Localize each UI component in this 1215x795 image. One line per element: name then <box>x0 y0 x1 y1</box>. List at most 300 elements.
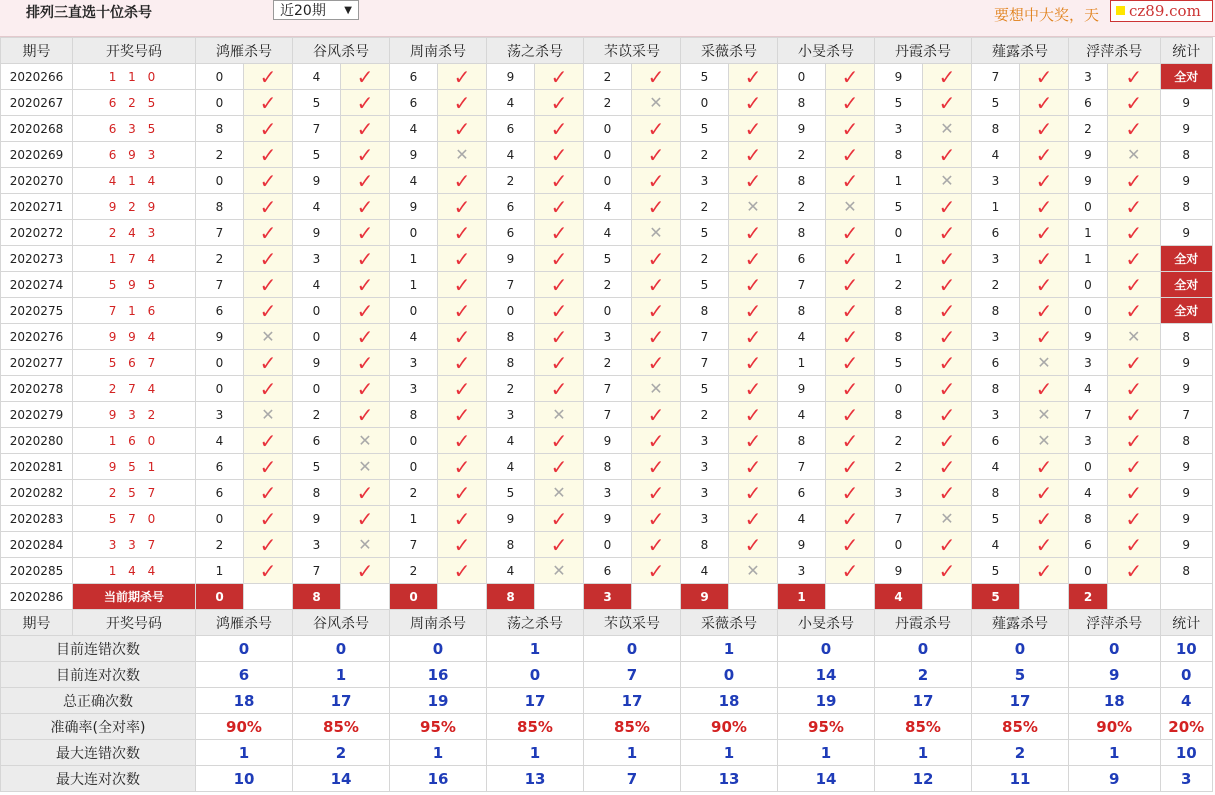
draw-number-cell: 6 9 3 <box>73 142 196 168</box>
kill-number-cell: 4 <box>196 428 244 454</box>
check-icon <box>923 194 972 220</box>
kill-number-cell: 9 <box>778 376 826 402</box>
cross-icon <box>1020 428 1069 454</box>
stat-cell: 8 <box>1160 428 1213 454</box>
summary-label: 目前连错次数 <box>1 636 196 662</box>
current-kill-spacer <box>826 584 875 610</box>
kill-number-cell: 3 <box>487 402 535 428</box>
kill-number-cell: 5 <box>681 64 729 90</box>
kill-number-cell: 5 <box>681 116 729 142</box>
kill-number-cell: 8 <box>487 532 535 558</box>
check-icon <box>244 376 293 402</box>
kill-number-cell: 5 <box>584 246 632 272</box>
kill-number-cell: 8 <box>196 116 244 142</box>
check-icon <box>535 298 584 324</box>
period-cell: 2020277 <box>1 350 73 376</box>
summary-label: 最大连错次数 <box>1 740 196 766</box>
kill-number-cell: 5 <box>681 376 729 402</box>
check-icon <box>632 532 681 558</box>
check-icon <box>826 246 875 272</box>
check-icon <box>923 532 972 558</box>
check-icon <box>535 350 584 376</box>
check-icon <box>826 350 875 376</box>
period-cell: 2020283 <box>1 506 73 532</box>
summary-value: 19 <box>390 688 487 714</box>
kill-number-cell: 3 <box>1069 428 1108 454</box>
kill-number-cell: 8 <box>972 298 1020 324</box>
check-icon <box>1020 246 1069 272</box>
kill-number-cell: 8 <box>487 350 535 376</box>
mid-col-stat: 统计 <box>1160 610 1213 636</box>
kill-number-cell: 4 <box>778 506 826 532</box>
check-icon <box>438 532 487 558</box>
summary-value: 85% <box>875 714 972 740</box>
stat-cell: 8 <box>1160 194 1213 220</box>
current-stat-cell <box>1160 584 1213 610</box>
check-icon <box>341 220 390 246</box>
check-icon <box>438 116 487 142</box>
kill-number-cell: 0 <box>1069 454 1108 480</box>
kill-number-cell: 6 <box>584 558 632 584</box>
cross-icon <box>729 558 778 584</box>
period-cell: 2020279 <box>1 402 73 428</box>
summary-label: 最大连对次数 <box>1 766 196 792</box>
kill-number-cell: 4 <box>584 220 632 246</box>
check-icon <box>826 324 875 350</box>
kill-number-cell: 8 <box>681 298 729 324</box>
draw-number-cell: 4 1 4 <box>73 168 196 194</box>
summary-value: 95% <box>778 714 875 740</box>
summary-value: 0 <box>584 636 681 662</box>
period-cell: 2020267 <box>1 90 73 116</box>
kill-number-cell: 2 <box>681 402 729 428</box>
site-name: cz89.com <box>1129 2 1201 20</box>
check-icon <box>729 142 778 168</box>
site-link[interactable] <box>1110 0 1213 22</box>
kill-number-cell: 0 <box>196 376 244 402</box>
check-icon <box>244 558 293 584</box>
kill-number-cell: 3 <box>390 376 438 402</box>
kill-number-cell: 0 <box>1069 558 1108 584</box>
kill-number-cell: 8 <box>196 194 244 220</box>
kill-number-cell: 4 <box>390 324 438 350</box>
summary-value: 6 <box>196 662 293 688</box>
kill-number-cell: 8 <box>778 220 826 246</box>
kill-number-cell: 0 <box>196 64 244 90</box>
summary-value: 18 <box>681 688 778 714</box>
table-header-row <box>1 38 1213 64</box>
table-row <box>1 168 1213 194</box>
kill-number-cell: 9 <box>1069 168 1108 194</box>
period-cell: 2020276 <box>1 324 73 350</box>
summary-value: 1 <box>681 636 778 662</box>
table-row <box>1 298 1213 324</box>
kill-number-cell: 8 <box>390 402 438 428</box>
table-row <box>1 376 1213 402</box>
stat-cell: 8 <box>1160 142 1213 168</box>
table-row <box>1 90 1213 116</box>
period-cell: 2020270 <box>1 168 73 194</box>
current-kill-spacer <box>438 584 487 610</box>
mid-col-expert: 浮萍杀号 <box>1069 610 1161 636</box>
table-row <box>1 402 1213 428</box>
kill-number-cell: 9 <box>293 350 341 376</box>
chevron-down-icon: ▼ <box>344 5 352 16</box>
kill-number-cell: 6 <box>487 116 535 142</box>
kill-number-cell: 9 <box>778 116 826 142</box>
check-icon <box>341 324 390 350</box>
cross-icon <box>535 558 584 584</box>
kill-number-cell: 4 <box>1069 376 1108 402</box>
check-icon <box>826 272 875 298</box>
current-kill-spacer <box>729 584 778 610</box>
check-icon <box>535 428 584 454</box>
check-icon <box>1108 64 1161 90</box>
check-icon <box>1020 64 1069 90</box>
kill-number-cell: 7 <box>584 402 632 428</box>
kill-number-cell: 0 <box>196 506 244 532</box>
col-expert: 浮萍杀号 <box>1069 38 1161 64</box>
kill-number-cell: 3 <box>681 168 729 194</box>
table-row <box>1 558 1213 584</box>
summary-value: 0 <box>1069 636 1161 662</box>
check-icon <box>438 246 487 272</box>
summary-value: 12 <box>875 766 972 792</box>
check-icon <box>923 428 972 454</box>
kill-number-cell: 3 <box>778 558 826 584</box>
stat-cell: 9 <box>1160 116 1213 142</box>
check-icon <box>244 116 293 142</box>
kill-number-cell: 7 <box>390 532 438 558</box>
kill-number-cell: 3 <box>972 168 1020 194</box>
cross-icon <box>632 220 681 246</box>
kill-number-cell: 2 <box>875 454 923 480</box>
current-kill-label: 当前期杀号 <box>73 584 196 610</box>
kill-number-cell: 0 <box>390 220 438 246</box>
kill-number-cell: 9 <box>487 64 535 90</box>
mid-col-expert: 芣苡采号 <box>584 610 681 636</box>
period-cell: 2020268 <box>1 116 73 142</box>
check-icon <box>244 454 293 480</box>
draw-number-cell: 5 9 5 <box>73 272 196 298</box>
period-cell: 2020281 <box>1 454 73 480</box>
check-icon <box>729 324 778 350</box>
mid-col-expert: 采薇杀号 <box>681 610 778 636</box>
check-icon <box>923 324 972 350</box>
check-icon <box>1108 194 1161 220</box>
kill-number-cell: 0 <box>584 142 632 168</box>
check-icon <box>535 454 584 480</box>
kill-number-cell: 0 <box>196 90 244 116</box>
check-icon <box>535 194 584 220</box>
stat-cell: 9 <box>1160 480 1213 506</box>
kill-number-cell: 0 <box>390 454 438 480</box>
kill-number-cell: 1 <box>390 506 438 532</box>
summary-value: 16 <box>390 766 487 792</box>
stat-cell: 9 <box>1160 532 1213 558</box>
check-icon <box>826 532 875 558</box>
check-icon <box>438 324 487 350</box>
cross-icon <box>1020 402 1069 428</box>
kill-number-cell: 3 <box>1069 350 1108 376</box>
check-icon <box>826 506 875 532</box>
check-icon <box>826 402 875 428</box>
current-kill-number: 8 <box>487 584 535 610</box>
kill-number-cell: 0 <box>584 116 632 142</box>
kill-number-cell: 5 <box>681 272 729 298</box>
col-draw: 开奖号码 <box>73 38 196 64</box>
check-icon <box>923 402 972 428</box>
kill-number-cell: 3 <box>972 246 1020 272</box>
check-icon <box>535 90 584 116</box>
summary-value: 2 <box>972 740 1069 766</box>
current-kill-number: 0 <box>196 584 244 610</box>
kill-number-cell: 5 <box>972 506 1020 532</box>
check-icon <box>632 142 681 168</box>
kill-number-cell: 4 <box>487 428 535 454</box>
kill-number-cell: 8 <box>778 168 826 194</box>
draw-number-cell: 3 3 7 <box>73 532 196 558</box>
cross-icon <box>729 194 778 220</box>
summary-row <box>1 714 1213 740</box>
summary-stat-value: 10 <box>1160 740 1213 766</box>
kill-number-cell: 2 <box>875 428 923 454</box>
period-select[interactable] <box>273 0 359 20</box>
kill-number-cell: 0 <box>875 220 923 246</box>
kill-number-cell: 8 <box>681 532 729 558</box>
kill-number-cell: 2 <box>584 350 632 376</box>
current-kill-number: 4 <box>875 584 923 610</box>
kill-number-cell: 1 <box>778 350 826 376</box>
kill-number-cell: 5 <box>293 90 341 116</box>
check-icon <box>438 428 487 454</box>
period-cell: 2020271 <box>1 194 73 220</box>
check-icon <box>1020 480 1069 506</box>
table-row <box>1 532 1213 558</box>
summary-value: 14 <box>778 766 875 792</box>
kill-number-cell: 3 <box>390 350 438 376</box>
check-icon <box>535 220 584 246</box>
kill-number-cell: 6 <box>778 246 826 272</box>
summary-value: 90% <box>681 714 778 740</box>
kill-number-cell: 5 <box>875 350 923 376</box>
summary-value: 1 <box>875 740 972 766</box>
mid-col-expert: 周南杀号 <box>390 610 487 636</box>
summary-value: 1 <box>487 636 584 662</box>
period-select-value: 近20期 <box>280 3 326 19</box>
check-icon <box>632 168 681 194</box>
check-icon <box>1108 454 1161 480</box>
kill-number-cell: 2 <box>196 532 244 558</box>
stat-cell: 9 <box>1160 168 1213 194</box>
kill-number-cell: 4 <box>972 142 1020 168</box>
summary-value: 9 <box>1069 766 1161 792</box>
kill-number-cell: 7 <box>681 350 729 376</box>
summary-stat-value: 3 <box>1160 766 1213 792</box>
kill-number-cell: 6 <box>778 480 826 506</box>
check-icon <box>535 532 584 558</box>
check-icon <box>729 532 778 558</box>
check-icon <box>826 298 875 324</box>
stat-cell: 全对 <box>1160 64 1213 90</box>
check-icon <box>632 402 681 428</box>
kill-number-cell: 3 <box>875 480 923 506</box>
kill-number-cell: 7 <box>972 64 1020 90</box>
period-cell: 2020284 <box>1 532 73 558</box>
table-row <box>1 220 1213 246</box>
check-icon <box>729 506 778 532</box>
kill-number-cell: 9 <box>293 220 341 246</box>
kill-number-cell: 6 <box>390 64 438 90</box>
check-icon <box>923 142 972 168</box>
kill-number-cell: 1 <box>972 194 1020 220</box>
check-icon <box>632 480 681 506</box>
check-icon <box>923 454 972 480</box>
check-icon <box>632 246 681 272</box>
kill-number-cell: 4 <box>487 142 535 168</box>
check-icon <box>244 220 293 246</box>
kill-number-cell: 4 <box>1069 480 1108 506</box>
kill-number-cell: 7 <box>196 220 244 246</box>
draw-number-cell: 6 3 5 <box>73 116 196 142</box>
summary-rows <box>1 610 1213 792</box>
check-icon <box>1108 246 1161 272</box>
kill-number-cell: 5 <box>293 454 341 480</box>
current-kill-spacer <box>1020 584 1069 610</box>
col-period: 期号 <box>1 38 73 64</box>
check-icon <box>535 506 584 532</box>
current-kill-number: 2 <box>1069 584 1108 610</box>
cross-icon <box>923 168 972 194</box>
summary-value: 14 <box>778 662 875 688</box>
cross-icon <box>632 90 681 116</box>
kill-number-cell: 4 <box>972 532 1020 558</box>
summary-value: 0 <box>487 662 584 688</box>
cross-icon <box>1108 324 1161 350</box>
check-icon <box>535 376 584 402</box>
table-row <box>1 194 1213 220</box>
period-cell: 2020266 <box>1 64 73 90</box>
kill-number-cell: 2 <box>293 402 341 428</box>
kill-number-cell: 3 <box>681 480 729 506</box>
check-icon <box>729 116 778 142</box>
kill-number-cell: 4 <box>487 454 535 480</box>
check-icon <box>438 558 487 584</box>
check-icon <box>1020 220 1069 246</box>
kill-number-cell: 6 <box>487 220 535 246</box>
kill-number-cell: 0 <box>584 168 632 194</box>
kill-number-cell: 9 <box>293 506 341 532</box>
check-icon <box>244 194 293 220</box>
kill-number-cell: 0 <box>875 376 923 402</box>
draw-number-cell: 2 4 3 <box>73 220 196 246</box>
current-period-cell: 2020286 <box>1 584 73 610</box>
period-cell: 2020273 <box>1 246 73 272</box>
draw-number-cell: 2 5 7 <box>73 480 196 506</box>
stat-cell: 8 <box>1160 558 1213 584</box>
kill-number-cell: 6 <box>390 90 438 116</box>
check-icon <box>729 246 778 272</box>
kill-number-cell: 7 <box>487 272 535 298</box>
summary-row <box>1 688 1213 714</box>
summary-value: 1 <box>390 740 487 766</box>
check-icon <box>341 116 390 142</box>
summary-value: 17 <box>293 688 390 714</box>
cross-icon <box>341 454 390 480</box>
check-icon <box>341 168 390 194</box>
check-icon <box>341 272 390 298</box>
check-icon <box>244 90 293 116</box>
kill-number-cell: 2 <box>584 272 632 298</box>
check-icon <box>923 376 972 402</box>
check-icon <box>632 454 681 480</box>
summary-value: 1 <box>778 740 875 766</box>
check-icon <box>244 480 293 506</box>
stat-cell: 9 <box>1160 90 1213 116</box>
check-icon <box>1020 558 1069 584</box>
summary-row <box>1 740 1213 766</box>
col-expert: 谷风杀号 <box>293 38 390 64</box>
kill-number-cell: 8 <box>293 480 341 506</box>
check-icon <box>632 350 681 376</box>
draw-number-cell: 1 6 0 <box>73 428 196 454</box>
col-expert: 小旻杀号 <box>778 38 875 64</box>
check-icon <box>438 272 487 298</box>
check-icon <box>535 324 584 350</box>
mid-col-expert: 谷风杀号 <box>293 610 390 636</box>
kill-number-cell: 6 <box>1069 532 1108 558</box>
kill-number-cell: 7 <box>778 272 826 298</box>
draw-number-cell: 1 4 4 <box>73 558 196 584</box>
kill-number-cell: 2 <box>681 194 729 220</box>
check-icon <box>826 558 875 584</box>
check-icon <box>1108 428 1161 454</box>
summary-value: 7 <box>584 766 681 792</box>
check-icon <box>826 116 875 142</box>
check-icon <box>826 220 875 246</box>
kill-number-cell: 6 <box>196 480 244 506</box>
table-row <box>1 272 1213 298</box>
draw-number-cell: 5 7 0 <box>73 506 196 532</box>
mid-col-expert: 鸿雁杀号 <box>196 610 293 636</box>
table-row <box>1 506 1213 532</box>
check-icon <box>341 402 390 428</box>
check-icon <box>1108 298 1161 324</box>
check-icon <box>244 350 293 376</box>
kill-number-cell: 9 <box>1069 324 1108 350</box>
kill-number-cell: 5 <box>875 90 923 116</box>
current-kill-spacer <box>244 584 293 610</box>
kill-number-cell: 4 <box>778 402 826 428</box>
kill-number-cell: 3 <box>681 506 729 532</box>
check-icon <box>1108 506 1161 532</box>
check-icon <box>341 350 390 376</box>
current-kill-spacer <box>1108 584 1161 610</box>
check-icon <box>438 506 487 532</box>
draw-number-cell: 9 9 4 <box>73 324 196 350</box>
kill-number-cell: 5 <box>681 220 729 246</box>
check-icon <box>1108 272 1161 298</box>
kill-number-cell: 8 <box>972 116 1020 142</box>
kill-number-cell: 8 <box>487 324 535 350</box>
cross-icon <box>923 506 972 532</box>
kill-number-cell: 9 <box>584 506 632 532</box>
kill-number-cell: 4 <box>487 558 535 584</box>
kill-number-cell: 2 <box>778 194 826 220</box>
draw-number-cell: 9 2 9 <box>73 194 196 220</box>
check-icon <box>438 168 487 194</box>
cross-icon <box>826 194 875 220</box>
